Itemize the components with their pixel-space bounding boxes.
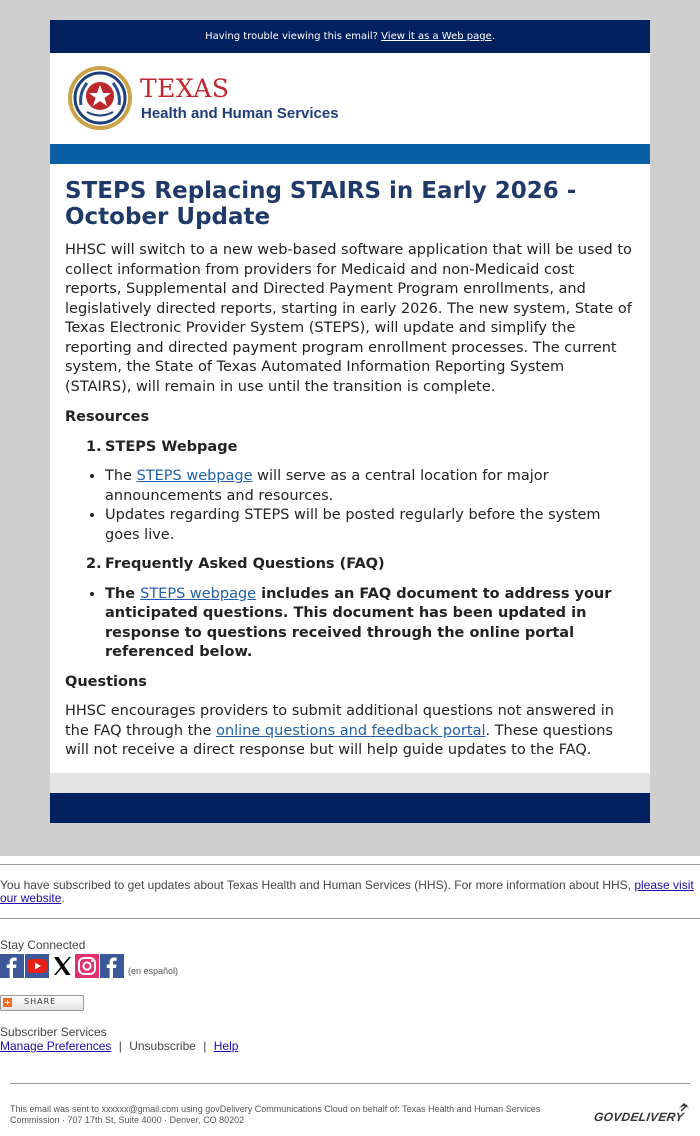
top-banner — [50, 20, 650, 53]
blue-divider-bar — [50, 144, 650, 164]
youtube-icon[interactable] — [25, 954, 49, 978]
espanol-label: (en español) — [128, 966, 179, 976]
email-container — [50, 20, 650, 823]
unsubscribe-link[interactable]: Unsubscribe — [129, 1039, 196, 1053]
texas-seal-icon — [67, 65, 133, 131]
faq-bullets — [65, 585, 635, 663]
share-button[interactable] — [0, 995, 84, 1011]
bullet-item — [105, 467, 635, 506]
subscriber-services-label: Subscriber Services — [0, 1025, 107, 1039]
steps-webpage-link-2[interactable]: STEPS webpage — [140, 585, 257, 602]
list-item-title: Frequently Asked Questions (FAQ) — [105, 556, 385, 572]
list-number: 1. — [86, 438, 102, 455]
subscription-text: You have subscribed to get updates about Texas Health and Human Services (HHS). For more information about HHS, — [0, 878, 635, 892]
help-link[interactable]: Help — [213, 1039, 239, 1053]
list-item-steps-webpage — [65, 438, 635, 458]
footer-divider-3 — [10, 1083, 690, 1084]
subscription-period: . — [61, 891, 65, 905]
sent-to-notice: This email was sent to xxxxxx@gmail.com using govDelivery Communications Cloud on behalf of: Texas Health and Human Services Commission · 707 17th St, Suite 4000 · Denver, CO 80202 — [10, 1104, 541, 1125]
list-item-faq — [65, 555, 635, 575]
bullet-item — [105, 585, 635, 663]
bullet-text: The — [105, 585, 141, 602]
logo-area — [50, 53, 650, 144]
footer-divider-2 — [0, 918, 700, 919]
questions-heading: Questions — [65, 673, 147, 690]
steps-webpage-link[interactable]: STEPS webpage — [136, 468, 253, 484]
questions-text: . These questions will not receive a direct response but will help guide updates to the FAQ. — [65, 722, 613, 758]
view-web-page-link[interactable]: View it as a Web page — [381, 31, 492, 42]
gray-spacer-strip — [50, 773, 650, 793]
questions-paragraph — [65, 702, 635, 761]
logo-texas-text: TEXAS — [140, 74, 230, 103]
subscriber-links — [0, 1040, 700, 1053]
feedback-portal-link[interactable]: online questions and feedback portal — [216, 722, 486, 739]
link-separator-2: | — [203, 1039, 207, 1053]
plus-icon: + — [4, 998, 11, 1007]
link-separator: | — [118, 1039, 122, 1053]
trouble-period: . — [491, 31, 495, 42]
list-item-title: STEPS Webpage — [105, 438, 238, 455]
steps-webpage-bullets — [65, 467, 635, 545]
bullet-item: • Updates regarding STEPS will be posted regularly before the system goes live. — [105, 506, 635, 545]
trouble-text: Having trouble viewing this email? — [205, 31, 378, 42]
facebook-espanol-icon[interactable] — [100, 954, 124, 978]
stay-connected-label: Stay Connected — [0, 938, 86, 952]
subscription-notice — [0, 879, 698, 905]
resources-heading: Resources — [65, 409, 150, 425]
footer-divider — [0, 864, 700, 865]
visit-website-link[interactable]: please visit our website — [0, 878, 694, 905]
questions-text: HHSC encourages providers to submit additional questions not answered in the FAQ through the — [65, 703, 614, 739]
manage-preferences-link[interactable]: Manage Preferences — [0, 1039, 112, 1053]
govdelivery-logo[interactable]: GOVDELIVERY — [593, 1110, 685, 1124]
facebook-icon[interactable] — [0, 954, 24, 978]
bullet-text: includes an FAQ document to address your anticipated questions. This document has been updated in response to questions received through the online portal referenced below. — [105, 585, 612, 660]
intro-paragraph: HHSC will switch to a new web-based software application that will be used to collect information from providers for Medicaid and non-Medicaid cost reports, Supplemental and Directed Payment Program enrollments, and legislatively directed reports, starting in early 2026. The new system, State of Texas Electronic Provider System (STEPS), will update and simplify the reporting and directed payment program enrollment processes. The current system, the State of Texas Automated Information Reporting System (STAIRS), will remain in use until the transition is complete. — [65, 242, 632, 395]
instagram-icon[interactable] — [75, 954, 99, 978]
article-title: STEPS Replacing STAIRS in Early 2026 - October Update — [65, 178, 577, 230]
article-content — [50, 164, 650, 773]
x-icon[interactable] — [50, 954, 74, 978]
logo-hhs-text: Health and Human Services — [141, 105, 339, 122]
list-number: 2. — [86, 556, 102, 572]
share-label: SHARE — [24, 997, 57, 1006]
bullet-text: will serve as a central location for major announcements and resources. — [105, 468, 549, 504]
bullet-text: The — [105, 468, 137, 484]
govdelivery-mark-icon — [678, 1102, 690, 1114]
bottom-navy-bar — [50, 793, 650, 823]
